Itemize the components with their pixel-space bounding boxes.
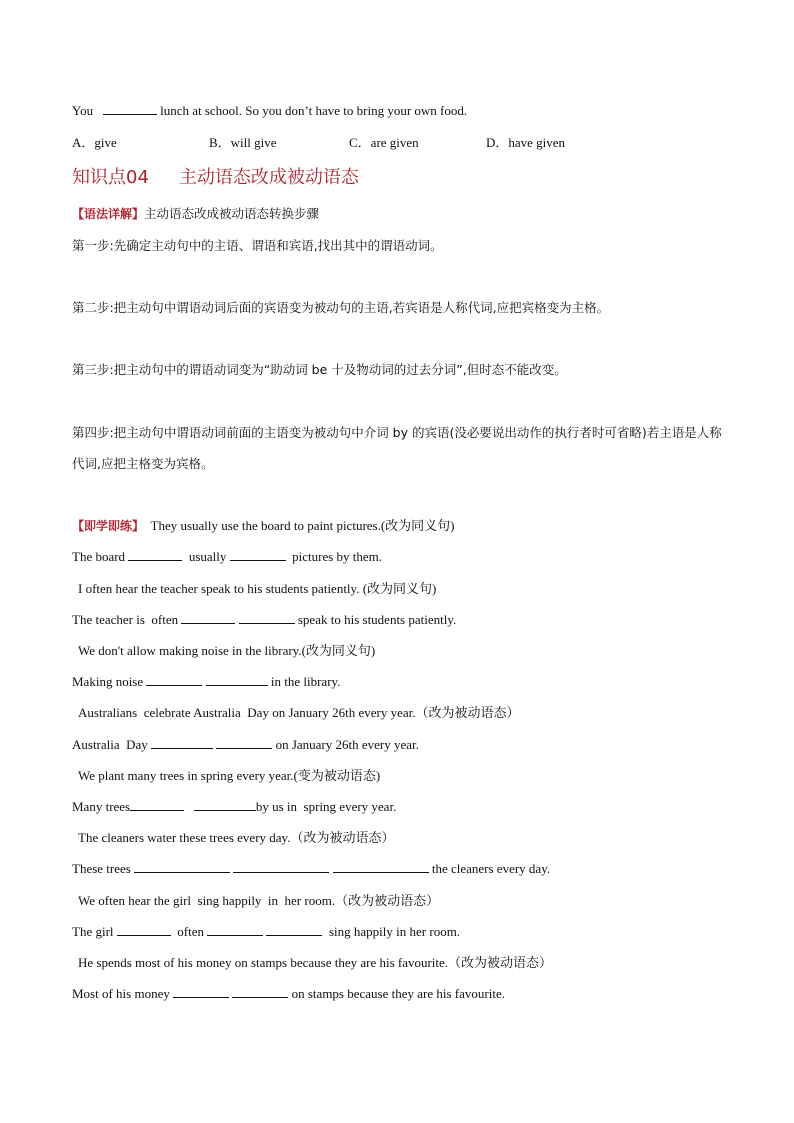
answer-prefix: Australia Day [72,737,148,752]
practice-q7: We often hear the girl sing happily in her room.（改为被动语态） [78,893,440,908]
question-line [72,102,467,120]
answer-blank[interactable] [333,860,429,873]
answer-blank[interactable] [130,798,184,811]
practice-q4: Australians celebrate Australia Day on January 26th every year.（改为被动语态） [78,705,520,720]
practice-a6 [72,860,550,878]
practice-a4 [72,736,419,754]
answer-blank[interactable] [128,548,182,561]
answer-blank[interactable] [194,798,256,811]
answer-blank[interactable] [230,548,286,561]
practice-q2: I often hear the teacher speak to his students patiently. (改为同义句) [78,581,437,596]
options-row [72,132,692,150]
section-title: 主动语态改成被动语态 [178,167,359,188]
answer-prefix: Many trees [72,799,131,814]
answer-prefix: These trees [72,861,131,876]
answer-suffix: speak to his students patiently. [297,612,457,627]
answer-prefix: Most of his money [72,986,170,1001]
answer-blank[interactable] [206,673,268,686]
answer-suffix: pictures by them. [292,549,383,564]
grammar-intro [72,205,319,223]
answer-blank[interactable] [216,736,272,749]
practice-q6: The cleaners water these trees every day.（改为被动语态） [78,830,395,845]
question-end: lunch at school. So you don’t have to bring your own food. [160,103,468,118]
answer-suffix: the cleaners every day. [431,861,551,876]
answer-blank[interactable] [233,860,329,873]
answer-middle: often [177,924,204,939]
practice-q5: We plant many trees in spring every year.(变为被动语态) [78,768,381,783]
answer-blank[interactable] [146,673,202,686]
answer-blank[interactable] [181,611,235,624]
option-d[interactable]: D．have given [486,135,566,150]
practice-q1-text: They usually use the board to paint pictures.(改为同义句) [150,518,455,533]
section-number: 知识点04 [72,167,149,188]
answer-middle: usually [188,549,227,564]
section-heading [72,166,359,190]
option-a[interactable]: A．give [72,135,117,150]
option-c[interactable]: C．are given [349,135,419,150]
grammar-step-1: 第一步:先确定主动句中的主语、谓语和宾语,找出其中的谓语动词。 [72,238,443,253]
practice-a2 [72,611,456,629]
practice-a5 [72,798,396,816]
grammar-intro-text: 主动语态改成被动语态转换步骤 [144,206,320,221]
answer-blank[interactable] [151,736,213,749]
answer-blank[interactable] [239,611,295,624]
grammar-tag: 【语法详解】 [72,207,145,221]
answer-suffix: by us in spring every year. [255,799,397,814]
practice-q8: He spends most of his money on stamps because they are his favourite.（改为被动语态） [78,955,553,970]
option-b[interactable]: B．will give [209,135,277,150]
practice-tag: 【即学即练】 [72,519,145,533]
practice-a1 [72,548,382,566]
answer-prefix: The girl [72,924,114,939]
answer-blank[interactable] [207,923,263,936]
answer-prefix: Making noise [72,674,144,689]
practice-a7 [72,923,460,941]
grammar-step-3: 第三步:把主动句中的谓语动词变为“助动词 be 十及物动词的过去分词”,但时态不能改变。 [72,362,567,377]
answer-blank[interactable] [232,985,288,998]
answer-blank[interactable] [117,923,171,936]
practice-q1 [72,517,455,535]
answer-blank[interactable] [266,923,322,936]
answer-suffix: sing happily in her room. [328,924,461,939]
grammar-step-4: 第四步:把主动句中谓语动词前面的主语变为被动句中介词 by 的宾语(没必要说出动作的执行者时可省略)若主语是人称代词,应把主格变为宾格。 [72,425,722,471]
grammar-step-2: 第二步:把主动句中谓语动词后面的宾语变为被动句的主语,若宾语是人称代词,应把宾格变为主格。 [72,300,610,315]
answer-blank[interactable] [173,985,229,998]
answer-suffix: on January 26th every year. [275,737,419,752]
practice-a3 [72,673,340,691]
question-start: You [72,103,94,118]
answer-blank[interactable] [134,860,230,873]
practice-q3: We don't allow making noise in the library.(改为同义句) [78,643,376,658]
answer-suffix: in the library. [270,674,341,689]
answer-prefix: The board [72,549,126,564]
practice-a8 [72,985,505,1003]
answer-prefix: The teacher is often [72,612,179,627]
answer-suffix: on stamps because they are his favourite. [291,986,505,1001]
answer-blank[interactable] [103,102,157,115]
